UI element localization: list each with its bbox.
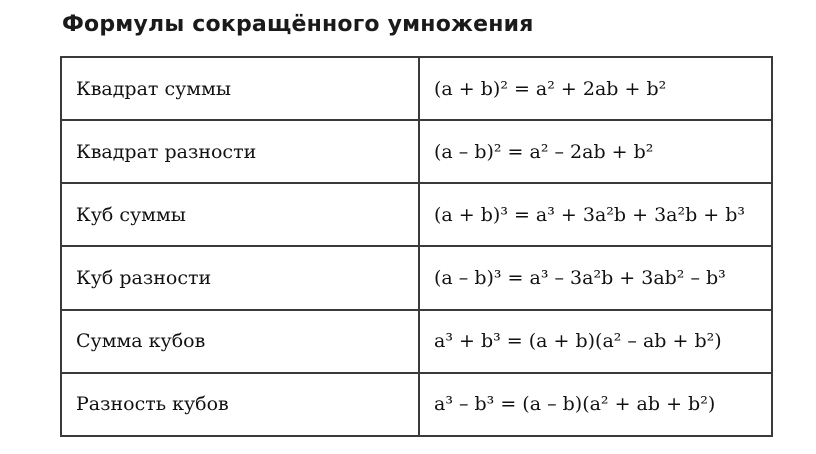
table-row — [61, 310, 772, 373]
table-row — [61, 57, 772, 120]
formula-name: Куб разности — [61, 246, 419, 309]
formula-expression: (a – b)² = a² – 2ab + b² — [419, 120, 772, 183]
formula-expression: a³ + b³ = (a + b)(a² – ab + b²) — [419, 310, 772, 373]
table-row — [61, 183, 772, 246]
formulas-table — [60, 56, 773, 437]
formula-expression: (a – b)³ = a³ – 3a²b + 3ab² – b³ — [419, 246, 772, 309]
page-title: Формулы сокращённого умножения — [62, 12, 534, 37]
formula-name: Куб суммы — [61, 183, 419, 246]
formula-name: Квадрат разности — [61, 120, 419, 183]
formula-expression: (a + b)² = a² + 2ab + b² — [419, 57, 772, 120]
formula-name: Сумма кубов — [61, 310, 419, 373]
formula-expression: (a + b)³ = a³ + 3a²b + 3a²b + b³ — [419, 183, 772, 246]
table-row — [61, 120, 772, 183]
table-row — [61, 246, 772, 309]
formula-expression: a³ – b³ = (a – b)(a² + ab + b²) — [419, 373, 772, 436]
formula-name: Квадрат суммы — [61, 57, 419, 120]
table-row — [61, 373, 772, 436]
formula-name: Разность кубов — [61, 373, 419, 436]
